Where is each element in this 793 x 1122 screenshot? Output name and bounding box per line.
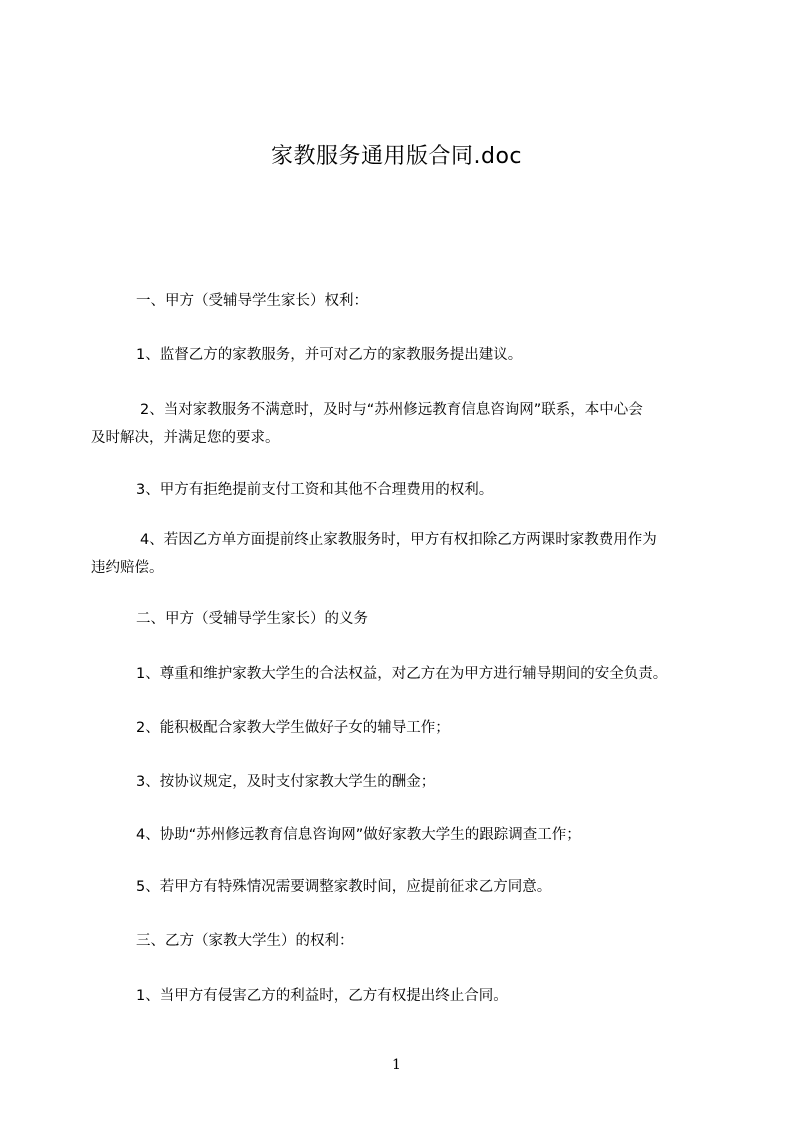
paragraph-line: 2、当对家教服务不满意时，及时与“苏州修远教育信息咨询网”联系，本中心会 (140, 402, 643, 418)
paragraph-line: 及时解决，并满足您的要求。 (91, 430, 280, 446)
paragraph-line: 二、甲方（受辅导学生家长）的义务 (136, 611, 368, 627)
clause-a-rights-3 (106, 476, 726, 504)
clause-a-rights-2 (91, 396, 726, 452)
clause-a-duties-4 (106, 821, 726, 849)
clause-a-duties-3 (106, 768, 726, 796)
clause-b-rights-1 (106, 982, 726, 1010)
section-heading-party-a-rights (106, 287, 726, 315)
paragraph-line: 1、当甲方有侵害乙方的利益时，乙方有权提出终止合同。 (136, 988, 508, 1004)
paragraph-line: 2、能积极配合家教大学生做好子女的辅导工作； (136, 720, 450, 736)
paragraph-line: 1、监督乙方的家教服务，并可对乙方的家教服务提出建议。 (136, 347, 523, 363)
paragraph-line: 1、尊重和维护家教大学生的合法权益，对乙方在为甲方进行辅导期间的安全负责。 (136, 666, 668, 682)
section-heading-party-a-duties (106, 605, 726, 633)
clause-a-rights-4 (91, 526, 726, 582)
paragraph-line: 3、甲方有拒绝提前支付工资和其他不合理费用的权利。 (136, 482, 494, 498)
paragraph-line: 5、若甲方有特殊情况需要调整家教时间，应提前征求乙方同意。 (136, 879, 552, 895)
paragraph-line: 三、乙方（家教大学生）的权利： (136, 933, 354, 949)
paragraph-line: 4、若因乙方单方面提前终止家教服务时，甲方有权扣除乙方两课时家教费用作为 (140, 532, 657, 548)
page-number: 1 (392, 1057, 401, 1073)
paragraph-line: 3、按协议规定，及时支付家教大学生的酬金； (136, 774, 436, 790)
clause-a-duties-2 (106, 714, 726, 742)
paragraph-line: 4、协助“苏州修远教育信息咨询网”做好家教大学生的跟踪调查工作； (136, 827, 581, 843)
document-title: 家教服务通用版合同.doc (270, 144, 522, 169)
clause-a-duties-1 (106, 660, 726, 688)
section-heading-party-b-rights (106, 927, 726, 955)
clause-a-rights-1 (106, 341, 726, 369)
clause-a-duties-5 (106, 873, 726, 901)
paragraph-line: 一、甲方（受辅导学生家长）权利： (136, 293, 368, 309)
paragraph-line: 违约赔偿。 (91, 560, 164, 576)
